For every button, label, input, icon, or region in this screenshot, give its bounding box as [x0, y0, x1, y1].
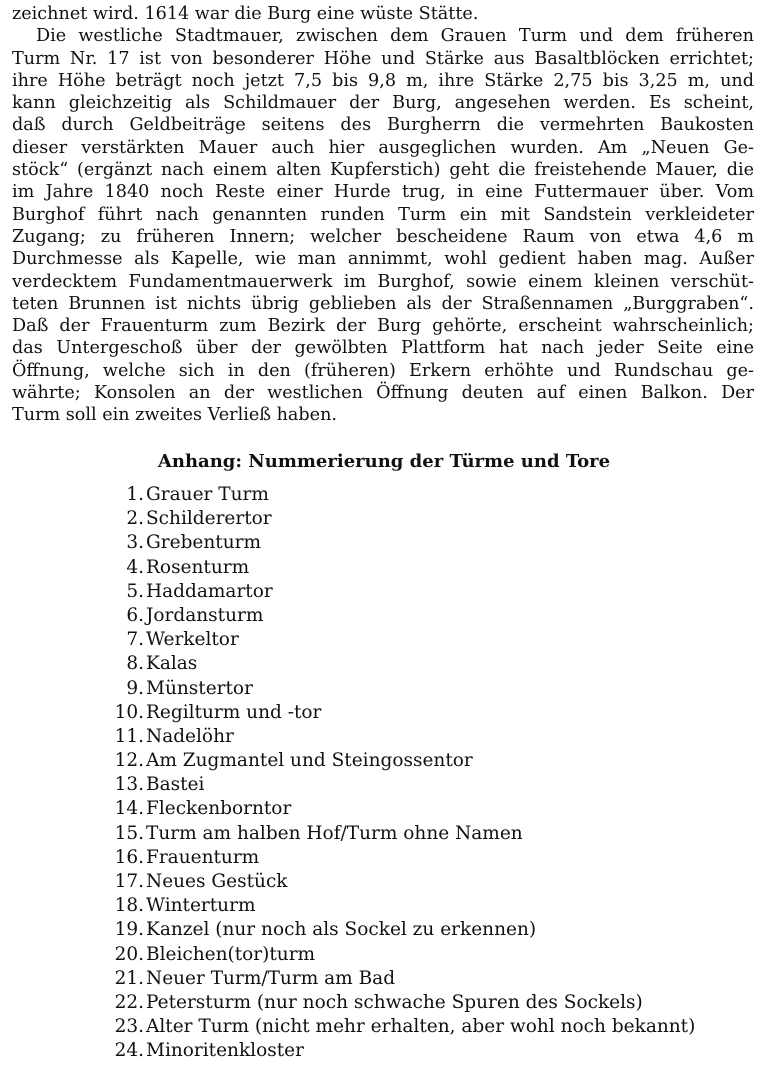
paragraph-line: daß durch Geldbeiträge seitens des Burgherrn die vermehrten Baukosten [12, 115, 754, 136]
list-number: 22. [114, 991, 144, 1013]
list-item [100, 822, 760, 846]
list-number: 14. [114, 798, 144, 820]
list-item [100, 531, 760, 555]
list-text: Münstertor [146, 677, 253, 699]
list-text: Alter Turm (nicht mehr erhalten, aber wohl noch bekannt) [146, 1016, 696, 1038]
list-number: 3. [126, 532, 144, 554]
list-number: 5. [126, 580, 144, 602]
list-text: Am Zugmantel und Steingossentor [146, 750, 473, 772]
paragraph-line: das Untergeschoß über der gewölbten Plattform hat nach jeder Seite eine [12, 338, 754, 359]
list-text: Bleichen(tor)turm [146, 943, 316, 965]
list-item [100, 991, 760, 1015]
paragraph-line: ihre Höhe beträgt noch jetzt 7,5 bis 9,8 m, ihre Stärke 2,75 bis 3,25 m, und [12, 70, 754, 91]
paragraph-line: Zugang; zu früheren Innern; welcher bescheidene Raum von etwa 4,6 m [12, 226, 754, 247]
list-item [100, 677, 760, 701]
list-number: 13. [114, 774, 144, 796]
list-item [100, 507, 760, 531]
paragraph-line: kann gleichzeitig als Schildmauer der Burg, angesehen werden. Es scheint, [12, 93, 754, 114]
list-item [100, 556, 760, 580]
list-item [100, 604, 760, 628]
paragraph-line: währte; Konsolen an der westlichen Öffnung deuten auf einen Balkon. Der [12, 383, 754, 404]
list-number: 19. [114, 919, 144, 941]
list-number: 4. [126, 556, 144, 578]
list-number: 9. [126, 677, 144, 699]
list-text: Frauenturm [146, 846, 260, 868]
paragraph-line: verdecktem Fundamentmauerwerk im Burghof, sowie einem kleinen verschüt- [12, 271, 754, 292]
list-text: Rosenturm [146, 556, 250, 578]
list-item [100, 1039, 760, 1063]
list-text: Turm am halben Hof/Turm ohne Namen [146, 822, 523, 844]
list-number: 8. [126, 653, 144, 675]
body-paragraph [12, 3, 754, 427]
list-text: Petersturm (nur noch schwache Spuren des Sockels) [146, 991, 643, 1013]
list-text: Nadelöhr [146, 725, 234, 747]
paragraph-line: Turm soll ein zweites Verließ haben. [12, 405, 337, 426]
paragraph-line: Daß der Frauenturm zum Bezirk der Burg gehörte, erscheint wahrscheinlich; [12, 316, 754, 337]
list-item [100, 918, 760, 942]
list-number: 7. [126, 629, 144, 651]
list-text: Kanzel (nur noch als Sockel zu erkennen) [146, 919, 537, 941]
list-number: 21. [114, 967, 144, 989]
list-number: 20. [114, 943, 144, 965]
paragraph-line: zeichnet wird. 1614 war die Burg eine wüste Stätte. [12, 4, 479, 24]
list-number: 12. [114, 750, 144, 772]
list-text: Grebenturm [146, 532, 262, 554]
paragraph-line: teten Brunnen ist nichts übrig geblieben als der Straßennamen „Burggraben“. [12, 293, 754, 314]
list-text: Jordansturm [146, 604, 264, 626]
list-item [100, 943, 760, 967]
list-number: 10. [114, 701, 144, 723]
paragraph-line: Turm Nr. 17 ist von besonderer Höhe und Stärke aus Basaltblöcken errichtet; [12, 48, 754, 69]
list-number: 24. [114, 1040, 144, 1062]
list-item [100, 580, 760, 604]
list-number: 15. [114, 822, 144, 844]
list-number: 2. [126, 508, 144, 530]
paragraph-line: im Jahre 1840 noch Reste einer Hurde trug, in eine Futtermauer über. Vom [12, 182, 754, 203]
list-item [100, 652, 760, 676]
list-text: Haddamartor [146, 580, 273, 602]
list-text: Schilderertor [146, 508, 272, 530]
list-text: Werkeltor [146, 629, 239, 651]
list-number: 16. [114, 846, 144, 868]
paragraph-line: Durchmesse als Kapelle, wie man annimmt, wohl gedient haben mag. Außer [12, 249, 754, 270]
list-number: 17. [114, 871, 144, 892]
list-number: 18. [114, 895, 144, 917]
list-text: Neues Gestück [146, 871, 288, 892]
list-text: Minoritenkloster [146, 1040, 304, 1062]
list-number: 11. [114, 725, 144, 747]
list-text: Grauer Turm [146, 484, 269, 505]
list-text: Bastei [146, 774, 205, 796]
list-number: 1. [126, 484, 144, 505]
list-text: Winterturm [146, 895, 256, 917]
paragraph-line: stöck“ (ergänzt nach einem alten Kupferstich) geht die freistehende Mauer, die [12, 160, 754, 181]
list-item [100, 628, 760, 652]
list-item [100, 967, 760, 991]
section-heading: Anhang: Nummerierung der Türme und Tore [157, 451, 611, 472]
list-number: 6. [126, 604, 144, 626]
list-item [100, 1015, 760, 1039]
list-text: Regilturm und -tor [146, 701, 322, 723]
paragraph-line: dieser verstärkten Mauer auch hier ausgeglichen wurden. Am „Neuen Ge- [12, 137, 754, 158]
list-item [100, 483, 760, 507]
list-item [100, 894, 760, 918]
tower-gate-list [100, 483, 760, 1064]
list-item [100, 749, 760, 773]
list-text: Neuer Turm/Turm am Bad [146, 967, 396, 989]
list-item [100, 797, 760, 821]
paragraph-line: Öffnung, welche sich in den (früheren) Erkern erhöhte und Rundschau ge- [12, 360, 754, 381]
list-item [100, 701, 760, 725]
list-item [100, 870, 760, 894]
paragraph-line: Die westliche Stadtmauer, zwischen dem Grauen Turm und dem früheren [36, 26, 754, 47]
list-number: 23. [114, 1016, 144, 1038]
list-item [100, 773, 760, 797]
list-item [100, 846, 760, 870]
list-item [100, 725, 760, 749]
list-text: Kalas [146, 653, 198, 675]
list-text: Fleckenborntor [146, 798, 292, 820]
paragraph-line: Burghof führt nach genannten runden Turm ein mit Sandstein verkleideter [12, 204, 754, 225]
